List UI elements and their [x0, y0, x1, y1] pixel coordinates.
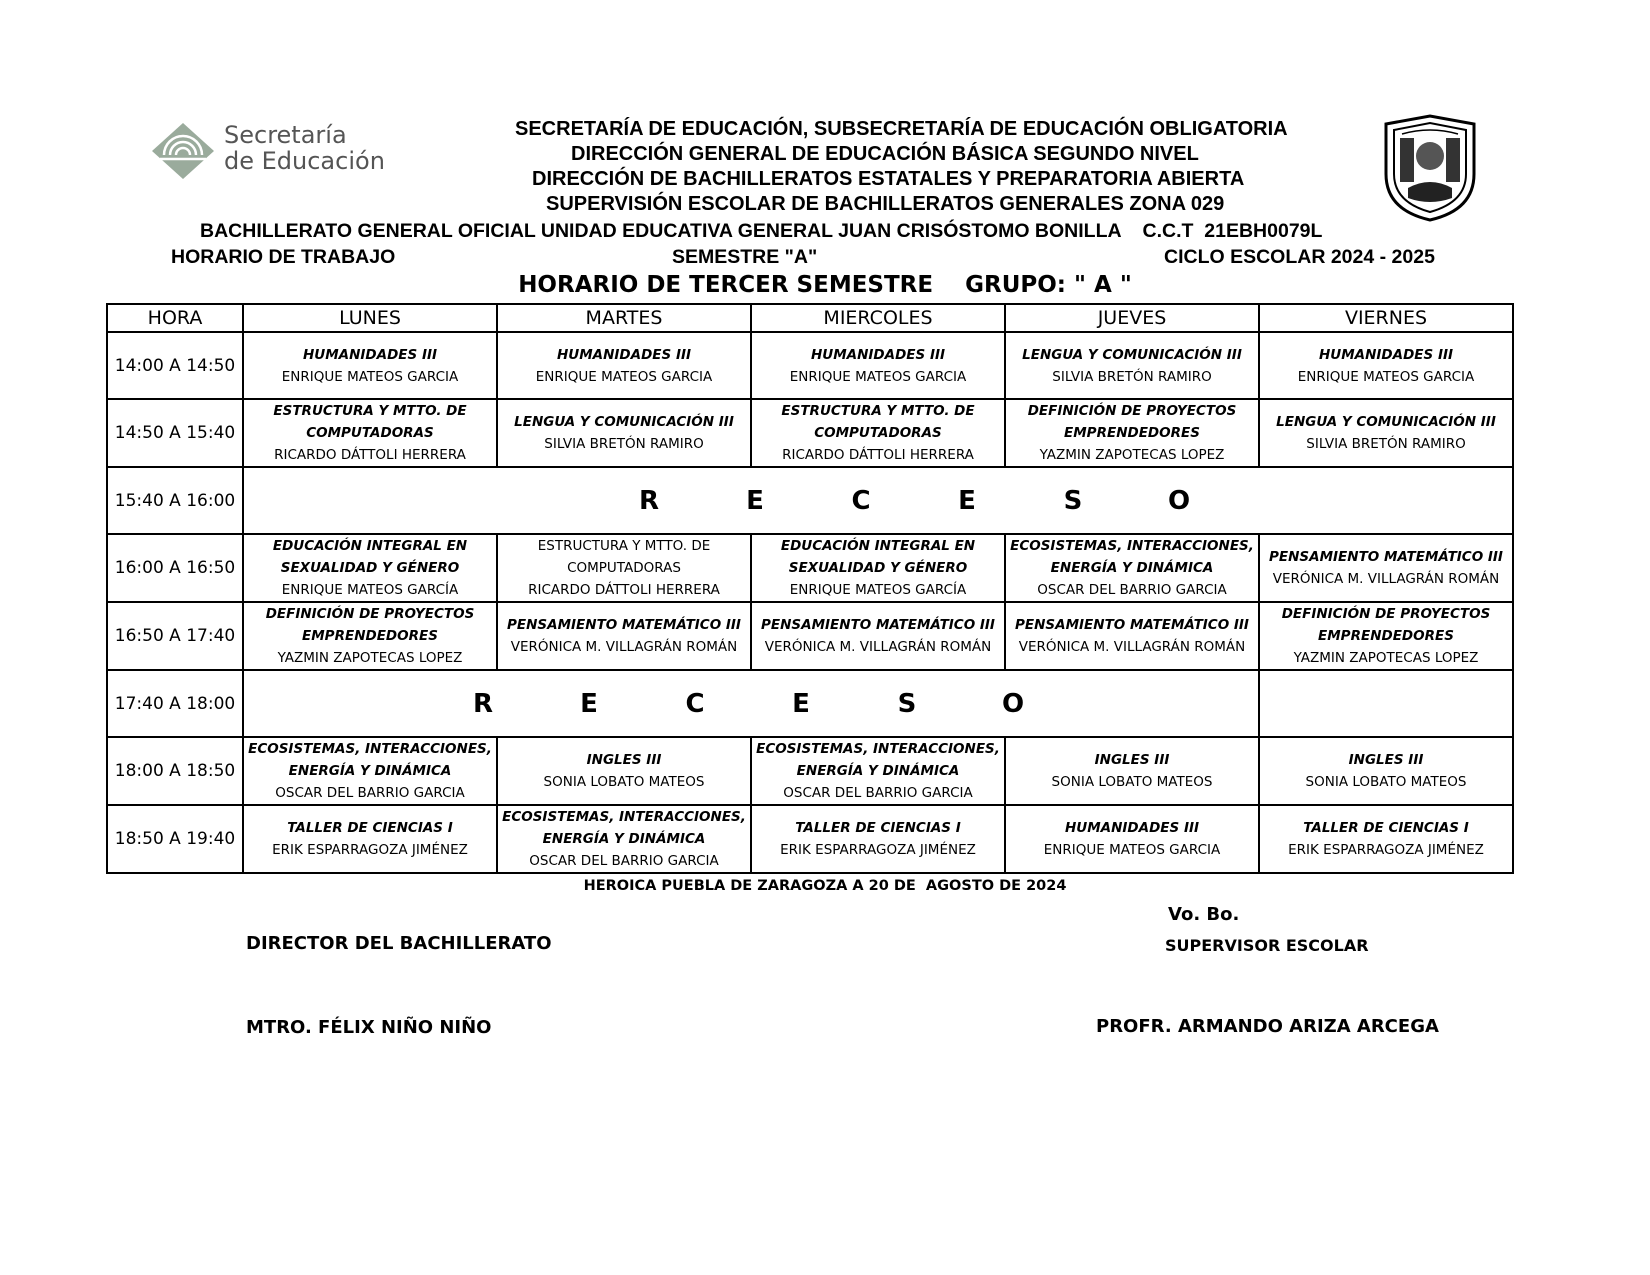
recess-letter: C: [685, 688, 705, 719]
teacher: OSCAR DEL BARRIO GARCIA: [1037, 582, 1227, 598]
header-line-2: DIRECCIÓN GENERAL DE EDUCACIÓN BÁSICA SEGUNDO NIVEL: [571, 143, 1199, 165]
teacher: ERIK ESPARRAGOZA JIMÉNEZ: [272, 842, 468, 858]
subject: LENGUA Y COMUNICACIÓN III: [1022, 346, 1242, 363]
subject: ESTRUCTURA Y MTTO. DE COMPUTADORAS: [537, 538, 711, 576]
class-cell: [243, 737, 497, 805]
class-cell: [243, 399, 497, 467]
teacher: SONIA LOBATO MATEOS: [1305, 774, 1467, 790]
column-header: MARTES: [497, 304, 751, 332]
teacher: SILVIA BRETÓN RAMIRO: [544, 436, 704, 452]
teacher: OSCAR DEL BARRIO GARCIA: [275, 785, 465, 801]
recess-letter: R: [638, 485, 660, 516]
subject: ESTRUCTURA Y MTTO. DE COMPUTADORAS: [273, 403, 467, 441]
time-cell: 16:00 A 16:50: [107, 534, 243, 602]
subject: INGLES III: [1094, 752, 1170, 768]
subject: HUMANIDADES III: [302, 346, 438, 363]
director-name: MTRO. FÉLIX NIÑO NIÑO: [246, 1017, 492, 1038]
subject: HUMANIDADES III: [1318, 346, 1454, 363]
teacher: VERÓNICA M. VILLAGRÁN ROMÁN: [1018, 639, 1246, 655]
subject: ECOSISTEMAS, INTERACCIONES, ENERGÍA Y DINÁMICA: [248, 741, 492, 779]
teacher: SILVIA BRETÓN RAMIRO: [1306, 436, 1466, 452]
table-row: [107, 602, 1513, 670]
recess-letter: E: [746, 485, 764, 516]
class-cell: [751, 399, 1005, 467]
header-line-4: SUPERVISIÓN ESCOLAR DE BACHILLERATOS GENERALES ZONA 029: [546, 193, 1225, 215]
teacher: ENRIQUE MATEOS GARCIA: [1297, 368, 1475, 385]
empty-cell: [1259, 670, 1513, 737]
class-cell: [751, 805, 1005, 873]
schedule-title: HORARIO DE TERCER SEMESTRE GRUPO: " A ": [518, 272, 1132, 298]
vobo-label: Vo. Bo.: [1168, 904, 1240, 925]
time-cell: 14:00 A 14:50: [107, 332, 243, 399]
school-seal-icon: [1378, 114, 1482, 222]
class-cell: [1259, 399, 1513, 467]
subject: DEFINICIÓN DE PROYECTOS EMPRENDEDORES: [265, 606, 475, 644]
header-line-3: DIRECCIÓN DE BACHILLERATOS ESTATALES Y PREPARATORIA ABIERTA: [532, 168, 1245, 190]
school-line: BACHILLERATO GENERAL OFICIAL UNIDAD EDUCATIVA GENERAL JUAN CRISÓSTOMO BONILLA C.C.T 21EBH0079L: [200, 220, 1323, 242]
class-cell: [1259, 805, 1513, 873]
time-cell: 14:50 A 15:40: [107, 399, 243, 467]
table-row: [107, 737, 1513, 805]
class-cell: [497, 737, 751, 805]
schedule-table: [106, 303, 1514, 874]
table-row: [107, 534, 1513, 602]
class-cell: [751, 602, 1005, 670]
recess-letter: E: [792, 688, 810, 719]
subject: TALLER DE CIENCIAS I: [287, 820, 453, 836]
table-row: [107, 399, 1513, 467]
teacher: VERÓNICA M. VILLAGRÁN ROMÁN: [510, 639, 738, 655]
table-row: [107, 332, 1513, 399]
class-cell: [497, 602, 751, 670]
subject: PENSAMIENTO MATEMÁTICO III: [507, 617, 741, 633]
class-cell: [751, 534, 1005, 602]
class-cell: [1005, 534, 1259, 602]
subject: HUMANIDADES III: [556, 346, 692, 363]
recess-letter: O: [1167, 485, 1191, 516]
subject: ESTRUCTURA Y MTTO. DE COMPUTADORAS: [781, 403, 975, 441]
teacher: OSCAR DEL BARRIO GARCIA: [783, 785, 973, 801]
teacher: YAZMIN ZAPOTECAS LOPEZ: [1039, 447, 1225, 463]
class-cell: [1005, 602, 1259, 670]
teacher: RICARDO DÁTTOLI HERRERA: [274, 447, 466, 463]
teacher: RICARDO DÁTTOLI HERRERA: [782, 447, 974, 463]
column-header: HORA: [107, 304, 243, 332]
class-cell: [497, 332, 751, 399]
class-cell: [1259, 737, 1513, 805]
subject: PENSAMIENTO MATEMÁTICO III: [761, 617, 995, 633]
subject: DEFINICIÓN DE PROYECTOS EMPRENDEDORES: [1027, 403, 1237, 441]
header-line-1: SECRETARÍA DE EDUCACIÓN, SUBSECRETARÍA DE EDUCACIÓN OBLIGATORIA: [515, 118, 1288, 140]
subject: HUMANIDADES III: [1064, 820, 1200, 836]
recess-letter: R: [472, 688, 494, 719]
teacher: VERÓNICA M. VILLAGRÁN ROMÁN: [1272, 571, 1500, 587]
recess-cell: [243, 467, 1513, 534]
class-cell: [497, 534, 751, 602]
time-cell: 18:50 A 19:40: [107, 805, 243, 873]
subject: INGLES III: [1348, 752, 1424, 768]
secretaria-logo: [150, 118, 390, 188]
ciclo-escolar-label: CICLO ESCOLAR 2024 - 2025: [1164, 246, 1435, 268]
subject: EDUCACIÓN INTEGRAL EN SEXUALIDAD Y GÉNERO: [780, 538, 976, 576]
class-cell: [497, 805, 751, 873]
class-cell: [243, 602, 497, 670]
teacher: RICARDO DÁTTOLI HERRERA: [528, 582, 720, 598]
teacher: VERÓNICA M. VILLAGRÁN ROMÁN: [764, 639, 992, 655]
place-date: HEROICA PUEBLA DE ZARAGOZA A 20 DE AGOSTO DE 2024: [583, 878, 1067, 894]
time-cell: 15:40 A 16:00: [107, 467, 243, 534]
subject: ECOSISTEMAS, INTERACCIONES, ENERGÍA Y DINÁMICA: [502, 809, 746, 847]
semestre-label: SEMESTRE "A": [672, 246, 818, 268]
column-header: MIERCOLES: [751, 304, 1005, 332]
logo-line-1: Secretaría: [224, 121, 347, 149]
recess-row: [107, 670, 1513, 737]
teacher: ENRIQUE MATEOS GARCIA: [535, 368, 713, 385]
time-cell: 16:50 A 17:40: [107, 602, 243, 670]
teacher: ENRIQUE MATEOS GARCIA: [789, 368, 967, 385]
class-cell: [1005, 399, 1259, 467]
subject: PENSAMIENTO MATEMÁTICO III: [1269, 549, 1503, 565]
class-cell: [1259, 332, 1513, 399]
teacher: SILVIA BRETÓN RAMIRO: [1052, 368, 1212, 385]
subject: LENGUA Y COMUNICACIÓN III: [514, 414, 734, 430]
subject: DEFINICIÓN DE PROYECTOS EMPRENDEDORES: [1281, 606, 1491, 644]
teacher: SONIA LOBATO MATEOS: [543, 774, 705, 790]
class-cell: [243, 805, 497, 873]
class-cell: [1005, 332, 1259, 399]
recess-letter: C: [851, 485, 871, 516]
time-cell: 17:40 A 18:00: [107, 670, 243, 737]
subject: EDUCACIÓN INTEGRAL EN SEXUALIDAD Y GÉNERO: [272, 538, 468, 576]
recess-letter: S: [1063, 485, 1083, 516]
sep-circle-logo-icon: [150, 121, 216, 181]
teacher: YAZMIN ZAPOTECAS LOPEZ: [1293, 650, 1479, 666]
subject: INGLES III: [586, 752, 662, 768]
header-row: [107, 304, 1513, 332]
teacher: YAZMIN ZAPOTECAS LOPEZ: [277, 650, 463, 666]
table-row: [107, 805, 1513, 873]
subject: ECOSISTEMAS, INTERACCIONES, ENERGÍA Y DINÁMICA: [756, 741, 1000, 779]
class-cell: [1005, 805, 1259, 873]
supervisor-name: PROFR. ARMANDO ARIZA ARCEGA: [1096, 1016, 1439, 1037]
class-cell: [751, 332, 1005, 399]
subject: LENGUA Y COMUNICACIÓN III: [1276, 414, 1496, 430]
director-title: DIRECTOR DEL BACHILLERATO: [246, 933, 552, 954]
school-seal: [1378, 114, 1482, 222]
subject: HUMANIDADES III: [810, 346, 946, 363]
supervisor-title: SUPERVISOR ESCOLAR: [1165, 936, 1369, 955]
class-cell: [243, 534, 497, 602]
teacher: ENRIQUE MATEOS GARCÍA: [789, 582, 967, 598]
subject: TALLER DE CIENCIAS I: [1303, 820, 1469, 836]
class-cell: [243, 332, 497, 399]
teacher: ERIK ESPARRAGOZA JIMÉNEZ: [780, 842, 976, 858]
class-cell: [497, 399, 751, 467]
recess-row: [107, 467, 1513, 534]
time-cell: 18:00 A 18:50: [107, 737, 243, 805]
recess-letter: S: [897, 688, 917, 719]
recess-letter: E: [580, 688, 598, 719]
teacher: ERIK ESPARRAGOZA JIMÉNEZ: [1288, 842, 1484, 858]
class-cell: [1005, 737, 1259, 805]
recess-letter: E: [958, 485, 976, 516]
class-cell: [1259, 602, 1513, 670]
column-header: VIERNES: [1259, 304, 1513, 332]
column-header: LUNES: [243, 304, 497, 332]
subject: TALLER DE CIENCIAS I: [795, 820, 961, 836]
subject: ECOSISTEMAS, INTERACCIONES, ENERGÍA Y DINÁMICA: [1010, 538, 1254, 576]
class-cell: [751, 737, 1005, 805]
teacher: ENRIQUE MATEOS GARCÍA: [281, 582, 459, 598]
recess-cell: [243, 670, 1259, 737]
teacher: SONIA LOBATO MATEOS: [1051, 774, 1213, 790]
teacher: OSCAR DEL BARRIO GARCIA: [529, 853, 719, 869]
recess-letter: O: [1001, 688, 1025, 719]
teacher: ENRIQUE MATEOS GARCIA: [281, 368, 459, 385]
subject: PENSAMIENTO MATEMÁTICO III: [1015, 617, 1249, 633]
logo-line-2: de Educación: [224, 147, 385, 175]
logo-text: [224, 122, 385, 174]
class-cell: [1259, 534, 1513, 602]
horario-trabajo-label: HORARIO DE TRABAJO: [171, 246, 396, 268]
column-header: JUEVES: [1005, 304, 1259, 332]
teacher: ENRIQUE MATEOS GARCIA: [1043, 842, 1221, 858]
